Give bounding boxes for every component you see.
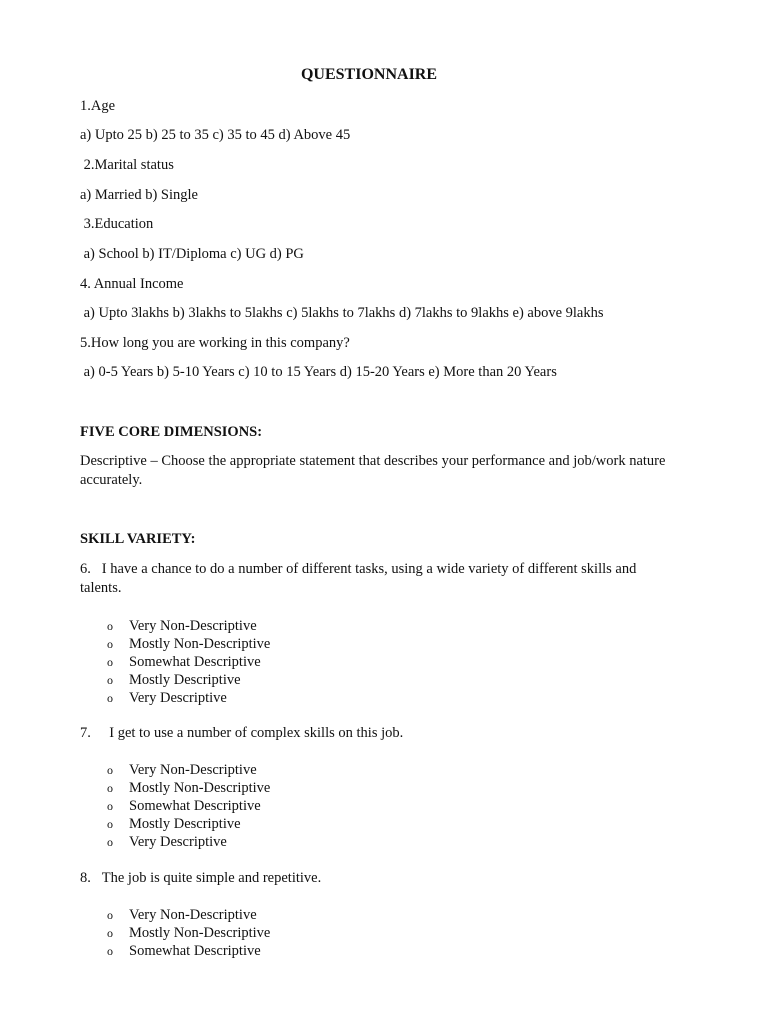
option-label: Mostly Non-Descriptive xyxy=(129,780,271,796)
question-text: I have a chance to do a number of different tasks, using a wide variety of different skills and talents. xyxy=(80,561,637,596)
question-8-options xyxy=(107,906,270,960)
question-6-options xyxy=(107,617,270,707)
option-label: Very Descriptive xyxy=(129,690,227,706)
option-label: Mostly Non-Descriptive xyxy=(129,925,271,941)
bullet-icon: o xyxy=(107,637,113,651)
option-item xyxy=(107,906,270,924)
bullet-icon: o xyxy=(107,908,113,922)
option-item xyxy=(107,671,270,689)
option-item xyxy=(107,689,270,707)
option-item xyxy=(107,617,270,635)
question-number: 6. xyxy=(80,561,91,577)
bullet-icon: o xyxy=(107,619,113,633)
bullet-icon: o xyxy=(107,817,113,831)
skill-variety-heading: SKILL VARIETY: xyxy=(80,531,196,547)
question-annual-income: 4. Annual Income xyxy=(80,276,184,292)
option-label: Very Non-Descriptive xyxy=(129,618,257,634)
option-label: Somewhat Descriptive xyxy=(129,654,261,670)
option-item xyxy=(107,833,270,851)
question-number: 8. xyxy=(80,870,91,886)
options-annual-income: a) Upto 3lakhs b) 3lakhs to 5lakhs c) 5lakhs to 7lakhs d) 7lakhs to 9lakhs e) above 9lakhs xyxy=(80,305,604,321)
question-8 xyxy=(80,869,321,887)
option-item xyxy=(107,815,270,833)
option-label: Very Non-Descriptive xyxy=(129,907,257,923)
options-tenure: a) 0-5 Years b) 5-10 Years c) 10 to 15 Years d) 15-20 Years e) More than 20 Years xyxy=(80,364,557,380)
dimensions-heading: FIVE CORE DIMENSIONS: xyxy=(80,424,263,440)
bullet-icon: o xyxy=(107,691,113,705)
page-title: QUESTIONNAIRE xyxy=(300,66,438,83)
question-text: I get to use a number of complex skills on this job. xyxy=(109,725,404,741)
bullet-icon: o xyxy=(107,799,113,813)
question-7-options xyxy=(107,761,270,851)
bullet-icon: o xyxy=(107,835,113,849)
bullet-icon: o xyxy=(107,944,113,958)
option-item xyxy=(107,924,270,942)
option-item xyxy=(107,653,270,671)
option-label: Very Descriptive xyxy=(129,834,227,850)
descriptive-instructions: Descriptive – Choose the appropriate statement that describes your performance and job/work nature accurately. xyxy=(80,453,666,488)
bullet-icon: o xyxy=(107,926,113,940)
bullet-icon: o xyxy=(107,781,113,795)
options-marital-status: a) Married b) Single xyxy=(80,187,198,203)
options-education: a) School b) IT/Diploma c) UG d) PG xyxy=(80,246,304,262)
option-item xyxy=(107,779,270,797)
question-marital-status: 2.Marital status xyxy=(80,157,174,173)
option-label: Mostly Descriptive xyxy=(129,816,241,832)
option-item xyxy=(107,797,270,815)
option-item xyxy=(107,942,270,960)
question-6 xyxy=(80,560,660,598)
options-age: a) Upto 25 b) 25 to 35 c) 35 to 45 d) Above 45 xyxy=(80,127,351,143)
question-7 xyxy=(80,724,403,742)
question-text: The job is quite simple and repetitive. xyxy=(101,870,322,886)
option-label: Mostly Non-Descriptive xyxy=(129,636,271,652)
option-label: Somewhat Descriptive xyxy=(129,943,261,959)
bullet-icon: o xyxy=(107,763,113,777)
question-education: 3.Education xyxy=(80,216,154,232)
option-label: Mostly Descriptive xyxy=(129,672,241,688)
bullet-icon: o xyxy=(107,655,113,669)
option-label: Somewhat Descriptive xyxy=(129,798,261,814)
question-age: 1.Age xyxy=(80,98,116,114)
question-number: 7. xyxy=(80,725,91,741)
question-tenure: 5.How long you are working in this company? xyxy=(80,335,350,351)
option-item xyxy=(107,761,270,779)
option-label: Very Non-Descriptive xyxy=(129,762,257,778)
bullet-icon: o xyxy=(107,673,113,687)
option-item xyxy=(107,635,270,653)
